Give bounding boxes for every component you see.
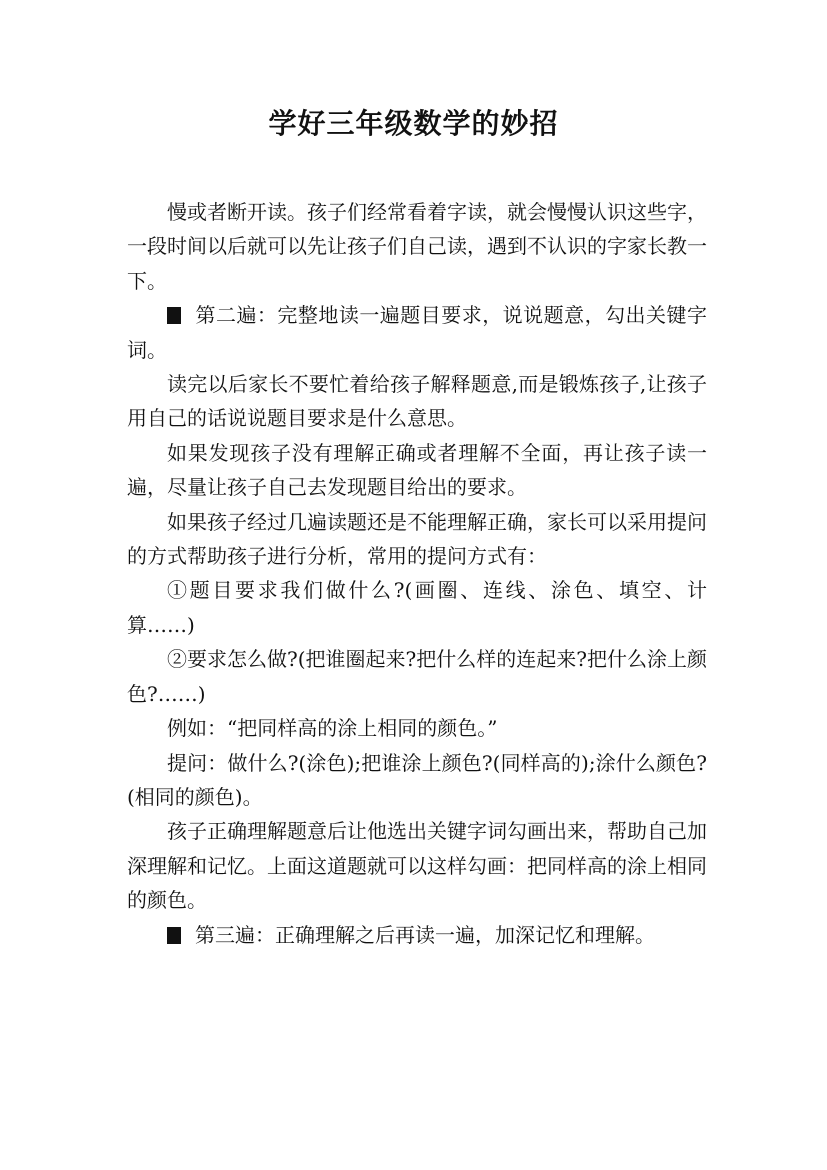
paragraph xyxy=(127,642,707,711)
paragraph xyxy=(127,195,707,298)
paragraph-text: 如果发现孩子没有理解正确或者理解不全面，再让孩子读一遍，尽量让孩子自己去发现题目给出的要求。 xyxy=(127,440,707,500)
paragraph-text: 如果孩子经过几遍读题还是不能理解正确，家长可以采用提问的方式帮助孩子进行分析，常用的提问方式有： xyxy=(127,509,707,569)
paragraph xyxy=(127,746,707,815)
paragraph-text: 提问：做什么?(涂色);把谁涂上颜色?(同样高的);涂什么颜色?(相同的颜色)。 xyxy=(127,750,707,809)
paragraph-text: 第二遍：完整地读一遍题目要求，说说题意，勾出关键字词。 xyxy=(127,303,707,362)
paragraph-text: ①题目要求我们做什么?(画圈、连线、涂色、填空、计算……) xyxy=(127,578,707,637)
paragraph xyxy=(127,367,707,436)
paragraph xyxy=(127,814,707,917)
document-body xyxy=(127,195,707,952)
paragraph xyxy=(127,505,707,574)
paragraph-text: 慢或者断开读。孩子们经常看着字读，就会慢慢认识这些字，一段时间以后就可以先让孩子们自己读，遇到不认识的字家长教一下。 xyxy=(127,200,707,293)
paragraph-text: 读完以后家长不要忙着给孩子解释题意,而是锻炼孩子,让孩子用自己的话说说题目要求是什么意思。 xyxy=(127,372,707,431)
paragraph-text: ②要求怎么做?(把谁圈起来?把什么样的连起来?把什么涂上颜色?……) xyxy=(127,647,707,706)
black-square-bullet-icon xyxy=(167,307,181,324)
paragraph xyxy=(127,573,707,642)
paragraph-text: 例如：“把同样高的涂上相同的颜色。” xyxy=(167,716,498,741)
document-title: 学好三年级数学的妙招 xyxy=(268,107,559,140)
paragraph xyxy=(127,298,707,367)
paragraph xyxy=(127,436,707,505)
black-square-bullet-icon xyxy=(167,927,181,944)
paragraph-text: 孩子正确理解题意后让他选出关键字词勾画出来，帮助自己加深理解和记忆。上面这道题就可以这样勾画：把同样高的涂上相同的颜色。 xyxy=(127,819,707,913)
paragraph-text: 第三遍：正确理解之后再读一遍，加深记忆和理解。 xyxy=(195,922,655,947)
paragraph xyxy=(127,918,707,952)
paragraph xyxy=(127,711,707,745)
